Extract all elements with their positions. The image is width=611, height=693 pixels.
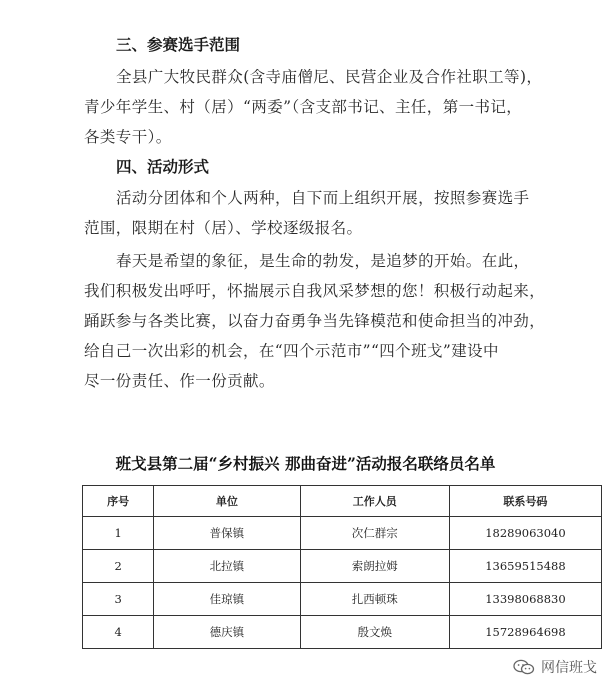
watermark [513, 657, 597, 677]
table-cell: 18289063040 [449, 517, 601, 550]
table-row [83, 550, 602, 583]
table-cell: 3 [83, 583, 154, 616]
table-cell: 4 [83, 616, 154, 649]
table-cell: 殷文焕 [300, 616, 449, 649]
table-cell: 北拉镇 [154, 550, 300, 583]
paragraph-line: 活动分团体和个人两种，自下而上组织开展，按照参赛选手 [116, 189, 530, 207]
paragraph-line: 全县广大牧民群众(含寺庙僧尼、民营企业及合作社职工等)， [116, 68, 543, 86]
table-cell: 德庆镇 [154, 616, 300, 649]
section-3-heading: 三、参赛选手范围 [116, 36, 241, 54]
table-cell: 索朗拉姆 [300, 550, 449, 583]
contact-table [82, 485, 602, 649]
table-header-row [83, 486, 602, 517]
table-cell: 13398068830 [449, 583, 601, 616]
table-row [83, 517, 602, 550]
section-4-heading: 四、活动形式 [116, 158, 210, 176]
column-header: 序号 [83, 486, 154, 517]
table-row [83, 616, 602, 649]
column-header: 联系号码 [449, 486, 601, 517]
column-header: 工作人员 [300, 486, 449, 517]
paragraph-line: 各类专干）。 [84, 128, 172, 146]
table-cell: 15728964698 [449, 616, 601, 649]
table-cell: 次仁群宗 [300, 517, 449, 550]
column-header: 单位 [154, 486, 300, 517]
paragraph-line: 青少年学生、村（居）“两委”（含支部书记、主任，第一书记， [84, 98, 523, 116]
table-cell: 2 [83, 550, 154, 583]
paragraph-line: 范围，限期在村（居）、学校逐级报名。 [84, 219, 363, 237]
table-cell: 13659515488 [449, 550, 601, 583]
table-cell: 普保镇 [154, 517, 300, 550]
wechat-icon [513, 659, 535, 675]
paragraph-line: 我们积极发出呼吁，怀揣展示自我风采梦想的您！积极行动起来， [84, 282, 546, 300]
table-cell: 佳琼镇 [154, 583, 300, 616]
table-cell: 扎西顿珠 [300, 583, 449, 616]
table-cell: 1 [83, 517, 154, 550]
paragraph-line: 踊跃参与各类比赛，以奋力奋勇争当先锋模范和使命担当的冲劲， [84, 312, 546, 330]
paragraph-line: 春天是希望的象征，是生命的勃发，是追梦的开始。在此， [116, 252, 530, 270]
paragraph-line: 尽一份责任、作一份贡献。 [84, 372, 275, 390]
table-row [83, 583, 602, 616]
table-title: 班戈县第二届“乡村振兴 那曲奋进”活动报名联络员名单 [115, 454, 496, 473]
watermark-text: 网信班戈 [541, 660, 597, 676]
paragraph-line: 给自己一次出彩的机会，在“四个示范市”“四个班戈”建设中 [84, 342, 499, 360]
